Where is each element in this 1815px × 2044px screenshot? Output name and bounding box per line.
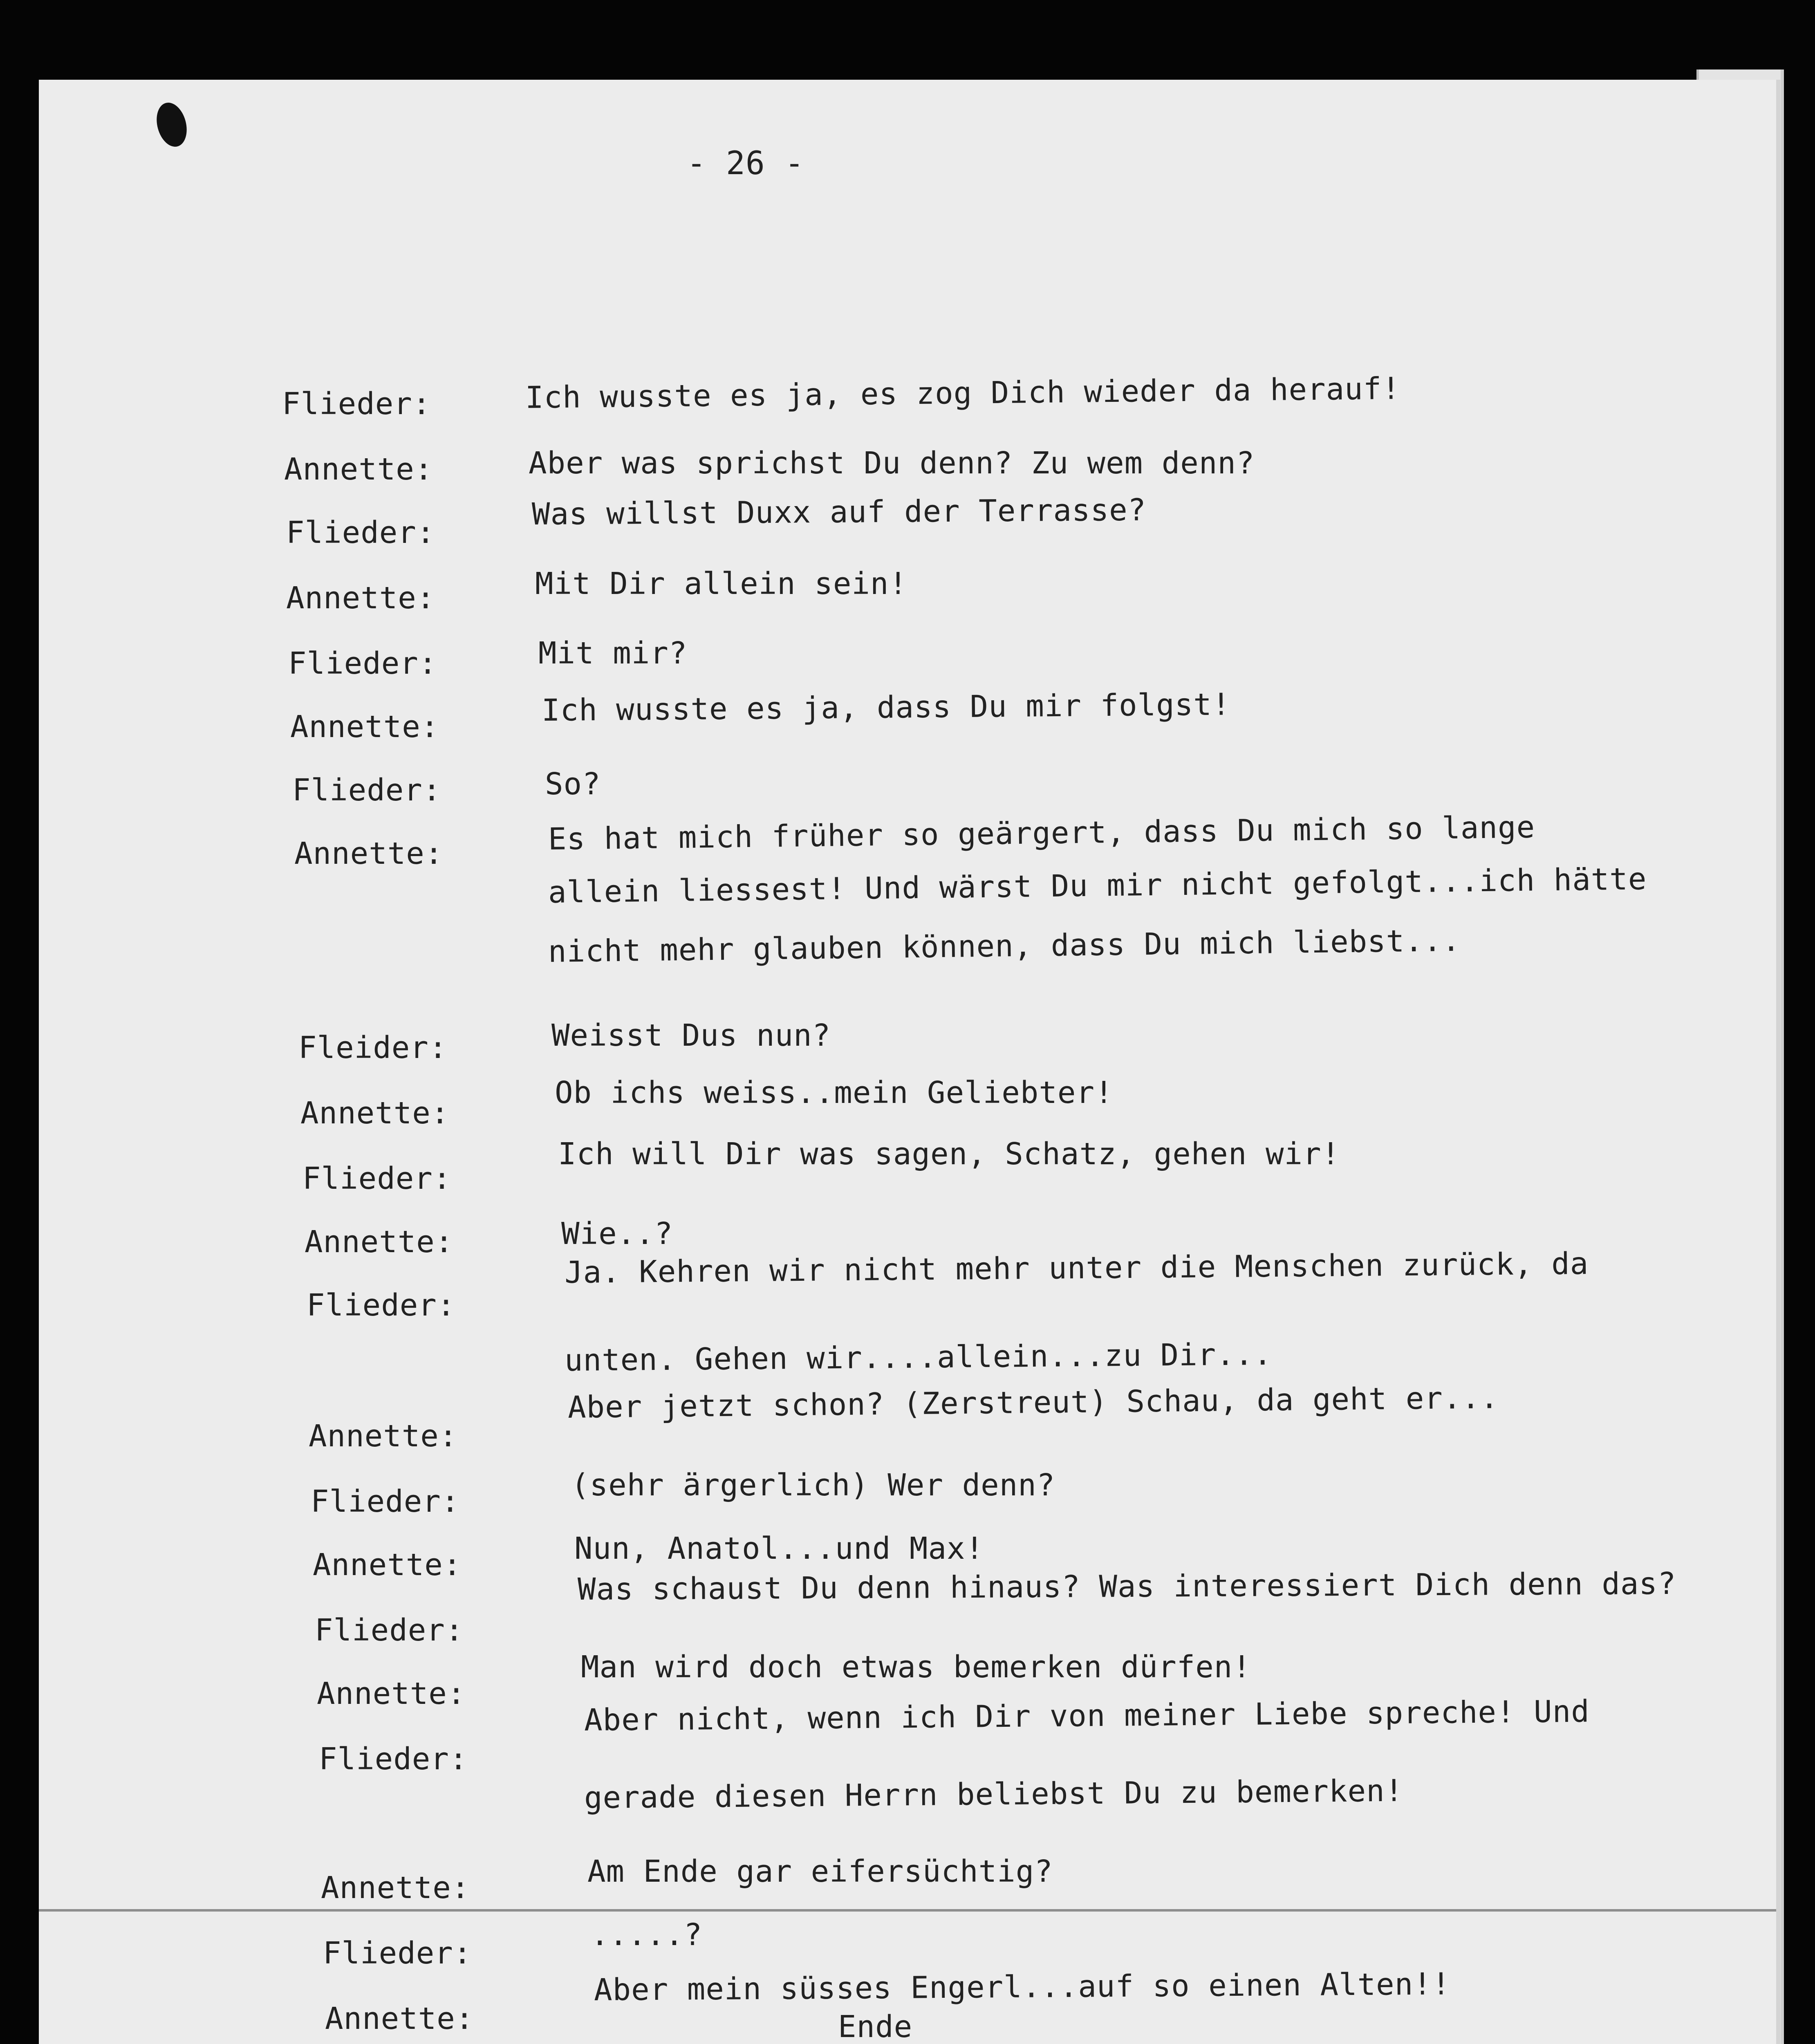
dialogue-line: unten. Gehen wir....allein...zu Dir... [564, 1336, 1273, 1378]
speaker-name: Flieder: [307, 1288, 456, 1323]
dialogue-line: allein liessest! Und wärst Du mir nicht gefolgt...ich hätte [548, 861, 1647, 910]
dialogue-line: Ja. Kehren wir nicht mehr unter die Menschen zurück, da [564, 1246, 1589, 1290]
dialogue-line: Aber jetzt schon? (Zerstreut) Schau, da geht er... [567, 1380, 1499, 1425]
speaker-name: Annette: [300, 1096, 450, 1131]
speaker-name: Flieder: [292, 773, 441, 808]
dialogue-line: Ich wusste es ja, es zog Dich wieder da herauf! [525, 371, 1401, 415]
speaker-name: Flieder: [311, 1484, 460, 1519]
dialogue-line: (sehr ärgerlich) Wer denn? [571, 1468, 1055, 1503]
dialogue-line: Weisst Dus nun? [551, 1018, 831, 1053]
speaker-name: Flieder: [288, 646, 437, 681]
page-number: - 26 - [687, 145, 804, 182]
dialogue-line: Aber was sprichst Du denn? Zu wem denn? [529, 446, 1255, 481]
speaker-name: Fleider: [298, 1030, 448, 1065]
dialogue-line: Am Ende gar eifersüchtig? [587, 1854, 1053, 1889]
dialogue-line: Aber mein süsses Engerl...auf so einen Alten!! [594, 1966, 1451, 2008]
speaker-name: Annette: [305, 1224, 454, 1260]
dialogue-line: Nun, Anatol...und Max! [574, 1531, 984, 1566]
dialogue-line: Was willst Duxx auf der Terrasse? [531, 492, 1147, 532]
dialogue-line: Man wird doch etwas bemerken dürfen! [581, 1650, 1251, 1685]
dialogue-line: So? [545, 766, 601, 802]
page-fold-line [39, 1909, 1776, 1912]
speaker-name: Flieder: [302, 1161, 452, 1196]
speaker-name: Flieder: [286, 515, 435, 550]
dialogue-line: nicht mehr glauben können, dass Du mich liebst... [548, 923, 1461, 969]
speaker-name: Flieder: [323, 1936, 472, 1971]
dialogue-line: Mit Dir allein sein! [535, 566, 908, 601]
dialogue-line: gerade diesen Herrn beliebst Du zu bemerken! [584, 1773, 1404, 1815]
dialogue-line: Es hat mich früher so geärgert, dass Du mich so lange [548, 809, 1535, 857]
dialogue-line: Was schaust Du denn hinaus? Was interessiert Dich denn das? [577, 1566, 1676, 1607]
dialogue-line: Ich wusste es ja, dass Du mir folgst! [541, 687, 1231, 728]
dialogue-line: Wie..? [561, 1216, 673, 1251]
ink-blot [152, 99, 191, 150]
speaker-name: Annette: [325, 2001, 474, 2036]
speaker-name: Annette: [309, 1419, 458, 1454]
speaker-name: Annette: [294, 836, 444, 871]
speaker-name: Annette: [313, 1547, 462, 1582]
speaker-name: Flieder: [315, 1613, 464, 1648]
dialogue-line: Ich will Dir was sagen, Schatz, gehen wir! [558, 1136, 1340, 1172]
speaker-name: Annette: [290, 709, 439, 744]
dialogue-line: Aber nicht, wenn ich Dir von meiner Liebe spreche! Und [584, 1694, 1590, 1738]
dialogue-line: Mit mir? [538, 636, 688, 671]
speaker-name: Annette: [317, 1676, 466, 1711]
dialogue-line: .....? [591, 1917, 703, 1952]
dialogue-line: Ob ichs weiss..mein Geliebter! [555, 1075, 1114, 1110]
speaker-name: Annette: [286, 580, 435, 616]
speaker-name: Flieder: [319, 1741, 468, 1777]
closing-word: Ende [838, 2009, 913, 2044]
speaker-name: Annette: [284, 452, 433, 487]
speaker-name: Flieder: [282, 386, 431, 421]
speaker-name: Annette: [321, 1870, 470, 1905]
